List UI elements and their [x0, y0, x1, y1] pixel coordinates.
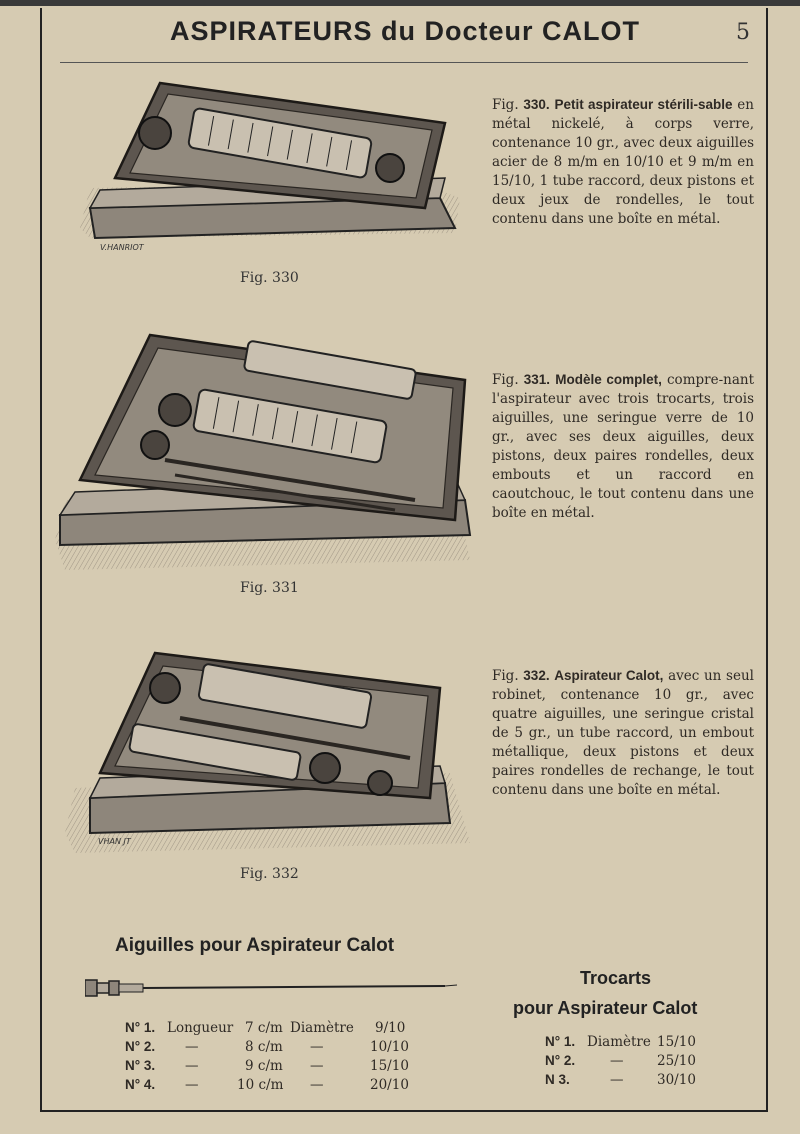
figure-332-caption: Fig. 332	[240, 866, 299, 882]
aiguille-diameter: 9/10	[375, 1020, 406, 1036]
figure-332-illustration	[60, 648, 480, 858]
trocart-no: N° 2.	[545, 1053, 576, 1068]
aiguille-diameter: 15/10	[370, 1058, 409, 1074]
trocart-no: N° 1.	[545, 1034, 576, 1049]
aiguille-length: 7 c/m	[245, 1020, 283, 1036]
page-top-edge	[0, 0, 800, 6]
figure-330-number: 330.	[523, 97, 550, 112]
aiguille-col1: Longueur	[167, 1020, 234, 1036]
aiguille-col1: —	[185, 1077, 199, 1093]
figure-331-description	[492, 370, 754, 523]
aiguille-col3: —	[310, 1058, 324, 1074]
figure-332-number: 332.	[523, 668, 550, 683]
aiguille-no: N° 1.	[125, 1020, 156, 1035]
trocart-col1: —	[610, 1053, 624, 1069]
figure-331-title: Modèle complet,	[555, 372, 662, 387]
aiguille-col3: Diamètre	[290, 1020, 354, 1036]
figure-331-illustration	[55, 330, 480, 575]
page-title: ASPIRATEURS du Docteur CALOT	[169, 16, 640, 46]
aiguille-col1: —	[185, 1039, 199, 1055]
trocart-col1: Diamètre	[587, 1034, 651, 1050]
aiguille-col3: —	[310, 1077, 324, 1093]
aiguille-col1: —	[185, 1058, 199, 1074]
page-number: 5	[736, 20, 750, 45]
aiguille-col3: —	[310, 1039, 324, 1055]
figure-331-label: Fig.	[492, 372, 519, 388]
figure-330-signature: V.HANRIOT	[100, 243, 144, 252]
aiguille-length: 8 c/m	[245, 1039, 283, 1055]
aiguilles-title: Aiguilles pour Aspirateur Calot	[115, 935, 395, 956]
figure-330-caption: Fig. 330	[240, 270, 299, 286]
trocart-diameter: 30/10	[657, 1072, 696, 1088]
trocarts-subtitle: pour Aspirateur Calot	[513, 998, 698, 1018]
trocart-col1: —	[610, 1072, 624, 1088]
trocart-diameter: 25/10	[657, 1053, 696, 1069]
aiguille-no: N° 2.	[125, 1039, 156, 1054]
aiguille-length: 10 c/m	[237, 1077, 284, 1093]
aiguille-no: N° 3.	[125, 1058, 156, 1073]
aiguille-no: N° 4.	[125, 1077, 156, 1092]
figure-332-description	[492, 666, 754, 800]
trocarts-title: Trocarts	[580, 968, 652, 988]
aiguille-diameter: 20/10	[370, 1077, 409, 1093]
needle-illustration	[85, 975, 460, 1003]
figure-331-number: 331.	[523, 372, 551, 387]
trocart-diameter: 15/10	[657, 1034, 696, 1050]
figure-331-text: compre-nant l'aspirateur avec trois trocarts, trois aiguilles, une seringue verre de 10 gr., avec ses deux aiguilles, deux pistons, deux paires rondelles, deux embouts et un raccord en caoutchouc, le tout contenu dans une boîte en métal.	[492, 372, 754, 521]
figure-332-title: Aspirateur Calot,	[554, 668, 664, 683]
header-rule	[60, 62, 748, 63]
figure-332-signature: VHAN JT	[98, 837, 131, 846]
figure-330-label: Fig.	[492, 97, 519, 113]
figure-330-illustration	[60, 78, 480, 258]
figure-332-text: avec un seul robinet, contenance 10 gr., avec quatre aiguilles, une seringue cristal de 5 gr., un tube raccord, un embout métallique, deux pistons et deux paires rondelles de rechange, le tout contenu dans une boîte en métal.	[492, 668, 754, 798]
aiguille-diameter: 10/10	[370, 1039, 409, 1055]
figure-332-label: Fig.	[492, 668, 519, 684]
figure-330-title: Petit aspirateur stérili-sable	[554, 97, 733, 112]
figure-331-caption: Fig. 331	[240, 580, 299, 596]
aiguille-length: 9 c/m	[245, 1058, 283, 1074]
trocart-no: N 3.	[545, 1072, 570, 1087]
figure-330-text: en métal nickelé, à corps verre, contenance 10 gr., avec deux aiguilles acier de 8 m/m en 10/10 et 9 m/m en 15/10, 1 tube raccord, deux pistons et deux jeux de rondelles, le tout contenu dans une boîte en métal.	[492, 97, 754, 227]
figure-330-description	[492, 95, 754, 229]
